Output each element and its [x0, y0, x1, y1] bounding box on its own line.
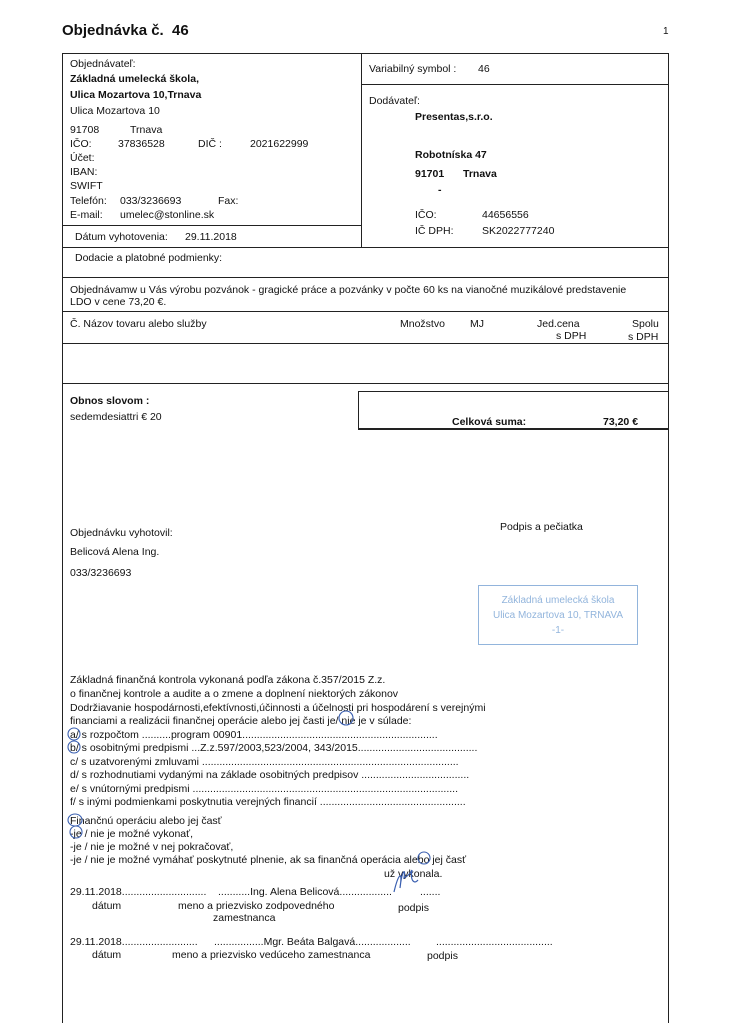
buyer-ucet-label: Účet:: [70, 152, 95, 164]
col-total-header-2: s DPH: [628, 331, 659, 343]
sig2-label-sign: podpis: [427, 950, 458, 962]
document-title: Objednávka č.: [62, 22, 164, 39]
control-a: a/ s rozpočtom ..........program 00901...................................................................: [70, 729, 438, 741]
supplier-zip: 91701: [415, 168, 445, 180]
operation-line-4: už vykonala.: [384, 868, 443, 880]
sig2-label-date: dátum: [92, 949, 122, 961]
col-unit-header: MJ: [470, 318, 484, 330]
control-line-3: Dodržiavanie hospodárnosti,efektívnosti,účinnosti a účelnosti pri hospodárení s verejnými: [70, 702, 486, 714]
sig1-label-name: meno a priezvisko zodpovedného: [178, 900, 335, 912]
control-d: d/ s rozhodnutiami vydanými na základe osobitných predpisov .....................................: [70, 769, 470, 781]
control-line-1: Základná finančná kontrola vykonaná podľa zákona č.357/2015 Z.z.: [70, 674, 386, 686]
buyer-dic-label: DIČ :: [198, 138, 222, 150]
sig2-date: 29.11.2018..........................: [70, 936, 198, 948]
buyer-phone: 033/3236693: [120, 195, 182, 207]
sig1-date: 29.11.2018.............................: [70, 886, 207, 898]
buyer-zip: 91708: [70, 124, 100, 136]
operation-line-2: -je / nie je možné v nej pokračovať,: [70, 841, 234, 853]
supplier-ico-label: IČO:: [415, 209, 437, 221]
date-value: 29.11.2018: [185, 231, 237, 243]
issued-label: Objednávku vyhotovil:: [70, 527, 173, 539]
sig2-name: .................Mgr. Beáta Balgavá...................: [214, 936, 411, 948]
buyer-dic: 2021622999: [250, 138, 309, 150]
sig1-dots: .......: [420, 886, 441, 898]
total-value: 73,20 €: [603, 416, 639, 428]
supplier-street: Robotníska 47: [415, 149, 487, 161]
words-value: sedemdesiattri € 20: [70, 411, 162, 423]
operation-line-1: -je / nie je možné vykonať,: [70, 828, 193, 840]
supplier-icdph-label: IČ DPH:: [415, 225, 454, 237]
order-number: 46: [172, 22, 189, 39]
supplier-icdph: SK2022777240: [482, 225, 555, 237]
control-f: f/ s inými podmienkami poskytnutia verejných financií ..................................................: [70, 796, 466, 808]
page-number: 1: [663, 26, 669, 37]
col-price-header-1: Jed.cena: [537, 318, 580, 330]
stamp-line-3: -1-: [551, 625, 565, 636]
buyer-ico: 37836528: [118, 138, 165, 150]
buyer-name: Základná umelecká škola,: [70, 73, 199, 85]
control-line-4: financiami a realizácii finančnej operácie alebo jej časti je/ nie je v súlade:: [70, 715, 412, 727]
col-total-header-1: Spolu: [632, 318, 659, 330]
date-label: Dátum vyhotovenia:: [75, 231, 168, 243]
control-line-2: o finančnej kontrole a audite a o zmene a doplnení niektorých zákonov: [70, 688, 399, 700]
col-price-header-2: s DPH: [556, 330, 587, 342]
supplier-label: Dodávateľ:: [369, 95, 420, 107]
sig2-label-name: meno a priezvisko vedúceho zamestnanca: [172, 949, 371, 961]
description-line2: LDO v cene 73,20 €.: [70, 296, 167, 308]
operation-line-3: -je / nie je možné vymáhať poskytnuté plnenie, ak sa finančná operácia alebo jej časť: [70, 854, 467, 866]
buyer-phone-label: Telefón:: [70, 195, 107, 207]
buyer-swift-label: SWIFT: [70, 180, 103, 192]
vs-value: 46: [478, 63, 490, 75]
col-item-header: Č. Názov tovaru alebo služby: [70, 318, 207, 330]
issued-name: Belicová Alena Ing.: [70, 546, 160, 558]
buyer-address-bold: Ulica Mozartova 10,Trnava: [70, 89, 202, 101]
words-label: Obnos slovom :: [70, 395, 150, 407]
col-qty-header: Množstvo: [400, 318, 445, 330]
buyer-iban-label: IBAN:: [70, 166, 98, 178]
operation-label: Finančnú operáciu alebo jej časť: [70, 815, 222, 827]
control-b: b/ s osobitnými predpismi ...Z.z.597/2003,523/2004, 343/2015.........................................: [70, 742, 478, 754]
sig2-dots: ........................................: [436, 936, 553, 948]
supplier-name: Presentas,s.r.o.: [415, 111, 493, 123]
issued-phone: 033/3236693: [70, 567, 132, 579]
buyer-email-label: E-mail:: [70, 209, 103, 221]
sig1-label-date: dátum: [92, 900, 122, 912]
control-c: c/ s uzatvorenými zmluvami ........................................................................................: [70, 756, 459, 768]
description-line1: Objednávamw u Vás výrobu pozvánok - gragické práce a pozvánky v počte 60 ks na vianočné muzikálové predstavenie: [70, 284, 627, 296]
buyer-city: Trnava: [130, 124, 163, 136]
sig1-label-employee: zamestnanca: [213, 912, 276, 924]
buyer-ico-label: IČO:: [70, 138, 92, 150]
stamp-line-2: Ulica Mozartova 10, TRNAVA: [492, 610, 624, 621]
buyer-fax-label: Fax:: [218, 195, 239, 207]
supplier-ico: 44656556: [482, 209, 529, 221]
supplier-dash: -: [438, 184, 442, 196]
buyer-street: Ulica Mozartova 10: [70, 105, 160, 117]
total-label: Celková suma:: [452, 416, 527, 428]
stamp-line-1: Základná umelecká škola: [501, 595, 615, 606]
terms-label: Dodacie a platobné podmienky:: [75, 252, 223, 264]
sig1-label-sign: podpis: [398, 902, 429, 914]
sig1-name: ...........Ing. Alena Belicová..................: [218, 886, 392, 898]
control-e: e/ s vnútornými predpismi ...........................................................................................: [70, 783, 459, 795]
buyer-email: umelec@stonline.sk: [120, 209, 215, 221]
vs-label: Variabilný symbol :: [369, 63, 457, 75]
supplier-city: Trnava: [463, 168, 497, 180]
sign-label: Podpis a pečiatka: [500, 521, 583, 533]
buyer-label: Objednávateľ:: [70, 58, 136, 70]
